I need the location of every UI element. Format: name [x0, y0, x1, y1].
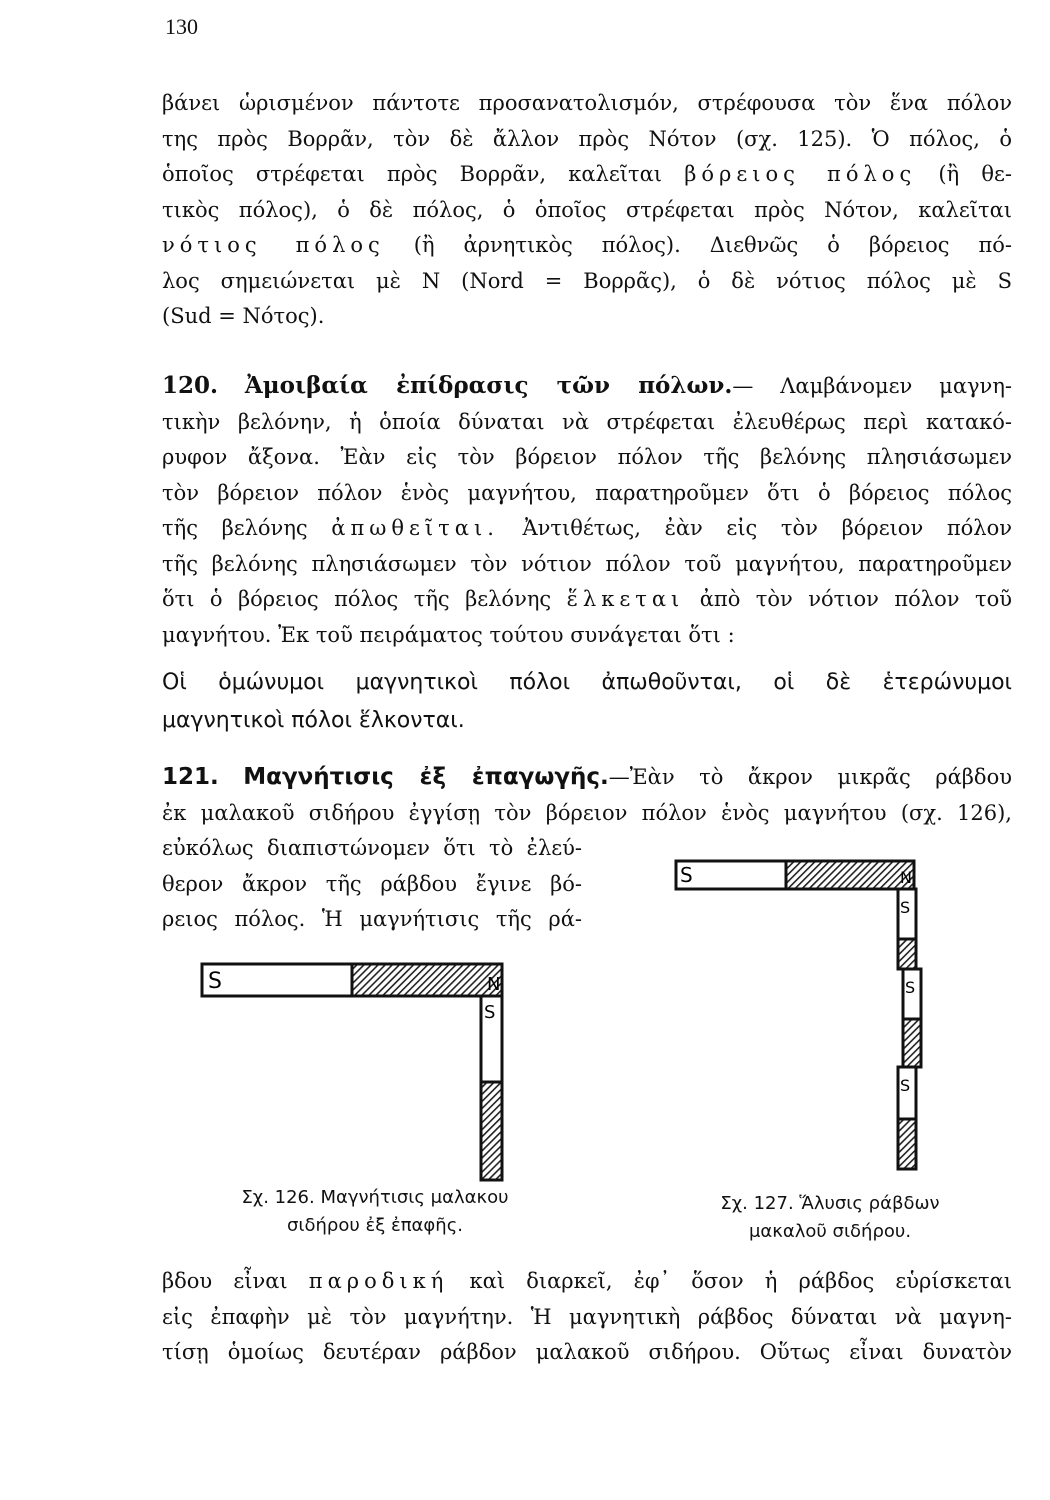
rod3-hatched-part: [898, 1119, 916, 1169]
magnet-n-label: N: [900, 868, 912, 887]
section-number: 120.: [162, 372, 219, 399]
text-line: τῆς βελόνης πλησιάσωμεν τὸν νότιον πόλον τοῦ μαγνήτου, παρατηροῦμεν: [162, 551, 1012, 576]
magnet-s-label: S: [208, 969, 222, 994]
text-line: μαγνητικοὶ πόλοι ἕλκονται.: [162, 708, 465, 733]
caption-line: Σχ. 126. Μαγνήτισις μαλακου: [241, 1187, 509, 1208]
spaced-term: βόρειος πόλος: [684, 162, 917, 186]
text-fragment: — Λαμβάνομεν μαγνη-: [732, 374, 1012, 398]
paragraph-poles: [162, 86, 1012, 335]
text-fragment: καὶ διαρκεῖ, ἐφ᾽ ὅσον ἡ ράβδος εὑρίσκεται: [469, 1269, 1012, 1293]
text-fragment: (ἢ ἀρνητικὸς πόλος). Διεθνῶς ὁ βόρειος πό-: [413, 233, 1013, 257]
text-line: [162, 1264, 1012, 1300]
figure-126-caption: [210, 1184, 540, 1240]
magnet-n-label: N: [487, 974, 501, 995]
text-fragment: —Ἐὰν τὸ ἄκρον μικρᾶς ράβδου: [608, 765, 1012, 789]
caption-line: σιδήρου ἐξ ἐπαφῆς.: [287, 1215, 463, 1236]
rod3-s-label: S: [900, 1076, 911, 1095]
spaced-term: ἀπωθεῖται.: [331, 516, 499, 540]
text-line: Οἱ ὁμώνυμοι μαγνητικοὶ πόλοι ἀπωθοῦνται, οἱ δὲ ἑτερώνυμοι: [162, 670, 1012, 695]
text-fragment: Ἀντιθέτως, ἐὰν εἰς τὸν βόρειον πόλον: [522, 516, 1013, 540]
section-121-wrapped: [162, 831, 582, 938]
section-title: Μαγνήτισις ἐξ ἐπαγωγῆς.: [243, 764, 609, 790]
text-line: ἐκ μαλακοῦ σιδήρου ἐγγίσῃ τὸν βόρειον πόλον ἑνὸς μαγνήτου (σχ. 126),: [162, 800, 1012, 825]
text-line: μαγνήτου. Ἐκ τοῦ πειράματος τούτου συνάγεται ὅτι :: [162, 622, 735, 647]
rod1-hatched-part: [898, 939, 916, 969]
text-line: τικὴν βελόνην, ἡ ὁποία δύναται νὰ στρέφεται ἐλευθέρως περὶ κατακό-: [162, 409, 1012, 434]
text-line: λος σημειώνεται μὲ N (Nord = Βορρᾶς), ὁ δὲ νότιος πόλος μὲ S: [162, 268, 1012, 293]
text-line: [162, 157, 1012, 193]
figure-127: [672, 855, 934, 1175]
rule-statement: [162, 664, 1012, 740]
text-fragment: ἀπὸ τὸν νότιον πόλον τοῦ: [699, 587, 1012, 611]
text-fragment: ὁποῖος στρέφεται πρὸς Βορρᾶν, καλεῖται: [162, 162, 662, 186]
text-line: (Sud = Νότος).: [162, 304, 325, 328]
text-line: εἰς ἐπαφὴν μὲ τὸν μαγνήτην. Ἡ μαγνητικὴ ράβδος δύναται νὰ μαγνη-: [162, 1304, 1012, 1329]
text-line: τὸν βόρειον πόλον ἑνὸς μαγνήτου, παρατηροῦμεν ὅτι ὁ βόρειος πόλος: [162, 480, 1012, 505]
rod2-s-label: S: [905, 978, 916, 997]
page-number: 130: [165, 14, 198, 39]
spaced-term: παροδική: [308, 1269, 449, 1293]
caption-line: μακαλοῦ σιδήρου.: [748, 1221, 912, 1242]
magnet-hatched-half: [786, 861, 914, 889]
section-title: Ἀμοιβαία ἐπίδρασις τῶν πόλων.: [244, 372, 733, 399]
text-line: [162, 760, 1012, 796]
caption-line: Σχ. 127. Ἅλυσις ράβδων: [720, 1193, 940, 1214]
magnet-s-label: S: [680, 863, 693, 887]
text-line: [162, 582, 1012, 618]
section-120: [162, 368, 1012, 653]
rod-hatched-part: [481, 1082, 502, 1180]
text-line: βάνει ὡρισμένον πάντοτε προσανατολισμόν, στρέφουσα τὸν ἕνα πόλον: [162, 91, 1012, 115]
text-line: [162, 368, 1012, 405]
text-fragment: τῆς βελόνης: [162, 516, 308, 540]
text-line: τίσῃ ὁμοίως δευτέραν ράβδον μαλακοῦ σιδήρου. Οὕτως εἶναι δυνατὸν: [162, 1340, 1012, 1364]
paragraph-temporary-magnetism: [162, 1264, 1012, 1371]
rod-s-label: S: [484, 1002, 496, 1023]
magnet-white-half: [202, 964, 352, 996]
rod1-s-label: S: [900, 898, 911, 917]
spaced-term: ἕλκεται: [566, 587, 685, 611]
text-line: τικὸς πόλος), ὁ δὲ πόλος, ὁ ὁποῖος στρέφεται πρὸς Νότον, καλεῖται: [162, 197, 1012, 222]
magnet-hatched-half: [352, 964, 502, 996]
text-fragment: βδου εἶναι: [162, 1269, 288, 1293]
text-line: ρυφον ἄξονα. Ἐὰν εἰς τὸν βόρειον πόλον τῆς βελόνης πλησιάσωμεν: [162, 445, 1012, 469]
text-fragment: ὅτι ὁ βόρειος πόλος τῆς βελόνης: [162, 587, 552, 611]
text-line: θερον ἄκρον τῆς ράβδου ἔγινε βό-: [162, 871, 582, 896]
text-line: της πρὸς Βορρᾶν, τὸν δὲ ἄλλον πρὸς Νότον (σχ. 125). Ὁ πόλος, ὁ: [162, 126, 1012, 151]
text-fragment: (ἢ θε-: [938, 162, 1012, 186]
figure-126: [200, 958, 520, 1190]
spaced-term: νότιος πόλος: [162, 233, 385, 257]
text-line: [162, 228, 1012, 264]
section-121: [162, 760, 1012, 831]
section-number: 121.: [162, 764, 219, 790]
figure-127-caption: [680, 1190, 980, 1246]
text-line: ρειος πόλος. Ἡ μαγνήτισις τῆς ρά-: [162, 907, 582, 931]
text-line: [162, 511, 1012, 547]
text-line: εὐκόλως διαπιστώνομεν ὅτι τὸ ἐλεύ-: [162, 836, 582, 860]
rod2-hatched-part: [903, 1019, 921, 1067]
